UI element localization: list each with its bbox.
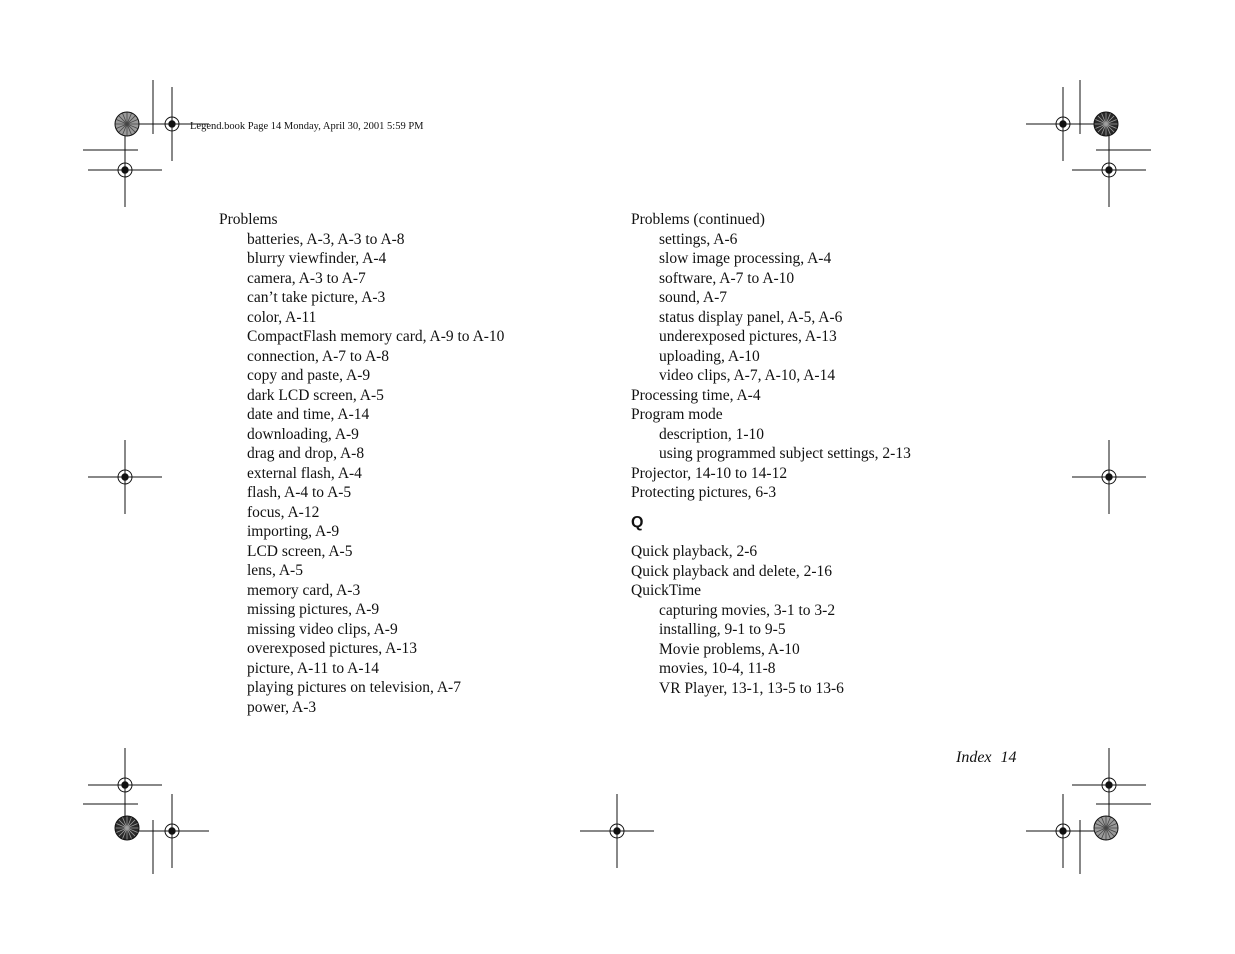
index-subentry: downloading, A-9 [247,425,359,443]
index-entry: Quick playback, 2-6 [631,543,758,560]
index-entry: Program mode [631,406,723,423]
index-subentry: uploading, A-10 [659,347,760,365]
index-entry: Processing time, A-4 [631,386,761,404]
color-target-top-left [115,112,139,136]
index-subentry: color, A-11 [247,308,317,326]
index-subentry: copy and paste, A-9 [247,367,371,384]
footer-section-label: Index [956,749,992,766]
index-column-left [219,210,504,717]
index-subentry: overexposed pictures, A-13 [247,640,418,657]
book-slug-line: Legend.book Page 14 Monday, April 30, 2001 5:59 PM [190,121,424,132]
index-subentry: playing pictures on television, A-7 [247,679,461,696]
index-subentry: capturing movies, 3-1 to 3-2 [659,601,836,619]
index-subentry: memory card, A-3 [247,581,361,599]
registration-mark-bottom-center [580,794,654,868]
index-subentry: missing pictures, A-9 [247,601,380,618]
index-subentry: VR Player, 13-1, 13-5 to 13-6 [659,679,844,697]
index-subentry: settings, A-6 [659,230,738,248]
index-subentry: underexposed pictures, A-13 [659,328,837,345]
index-subentry: missing video clips, A-9 [247,620,398,638]
index-subentry: dark LCD screen, A-5 [247,386,384,404]
index-subentry: power, A-3 [247,698,317,716]
index-subentry: external flash, A-4 [247,464,362,482]
index-subentry: video clips, A-7, A-10, A-14 [659,367,836,384]
index-subentry: Movie problems, A-10 [659,640,800,658]
index-subentry: blurry viewfinder, A-4 [247,250,387,267]
index-subentry: using programmed subject settings, 2-13 [659,445,911,462]
registration-mark-mid-left [88,440,162,514]
index-entry: QuickTime [631,582,702,599]
page-footer [956,749,1017,767]
index-subentry: camera, A-3 to A-7 [247,269,366,287]
registration-mark-mid-right [1072,440,1146,514]
registration-mark-bottom-left [88,748,162,822]
index-entry: Quick playback and delete, 2-16 [631,562,832,580]
index-entry: Projector, 14-10 to 14-12 [631,464,788,482]
index-subentry: installing, 9-1 to 9-5 [659,621,786,638]
index-subentry: sound, A-7 [659,289,728,306]
registration-mark-bottom-left-2 [135,794,209,868]
index-subentry: date and time, A-14 [247,406,370,423]
index-subentry: lens, A-5 [247,562,303,579]
registration-mark-bottom-right [1026,794,1100,868]
index-subentry: connection, A-7 to A-8 [247,347,390,365]
index-entry: Protecting pictures, 6-3 [631,484,777,501]
index-subentry: batteries, A-3, A-3 to A-8 [247,230,405,248]
registration-mark-top-right [1026,87,1100,161]
index-section-letter: Q [631,513,644,531]
index-subentry: drag and drop, A-8 [247,445,365,462]
index-subentry: CompactFlash memory card, A-9 to A-10 [247,328,505,345]
index-subentry: status display panel, A-5, A-6 [659,308,843,326]
index-subentry: description, 1-10 [659,425,765,443]
index-subentry: picture, A-11 to A-14 [247,659,380,677]
index-column-right [631,210,911,698]
color-target-bottom-right [1094,816,1118,840]
index-subentry: can’t take picture, A-3 [247,289,386,306]
index-subentry: software, A-7 to A-10 [659,269,795,287]
index-entry: Problems [219,211,278,228]
registration-mark-top-right-2 [1072,133,1146,207]
index-subentry: movies, 10-4, 11-8 [659,660,776,677]
index-subentry: focus, A-12 [247,503,320,521]
index-subentry: slow image processing, A-4 [659,250,832,267]
index-subentry: importing, A-9 [247,523,340,540]
registration-mark-top-left-2 [88,133,162,207]
registration-mark-bottom-right-2 [1072,748,1146,822]
footer-page-number: 14 [1000,749,1017,766]
index-subentry: LCD screen, A-5 [247,542,353,560]
color-target-top-right [1094,112,1118,136]
index-entry: Problems (continued) [631,211,765,228]
color-target-bottom-left [115,816,139,840]
index-subentry: flash, A-4 to A-5 [247,484,352,501]
